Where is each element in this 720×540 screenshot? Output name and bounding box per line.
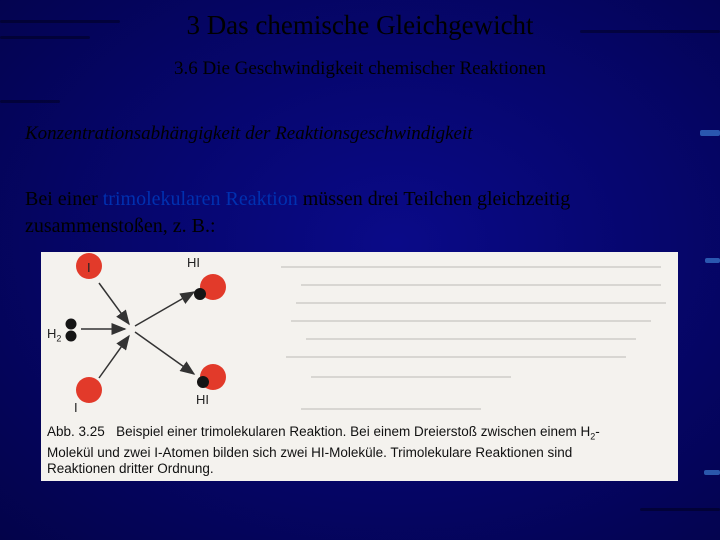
label-h2 — [47, 326, 61, 344]
arrow-i-bottom-to-center — [99, 336, 129, 378]
hydrogen-atom — [66, 331, 77, 342]
reaction-figure — [41, 252, 678, 481]
hi-molecule-top-hydrogen — [194, 288, 206, 300]
arrow-center-to-hi-bottom — [135, 332, 194, 374]
figure-caption — [47, 424, 667, 477]
caption-subscript: 2 — [590, 431, 596, 442]
decorative-streak — [0, 100, 60, 103]
caption-dash: - — [595, 424, 600, 439]
decorative-streak — [705, 258, 720, 263]
highlighted-term: trimolekularen Reaktion — [102, 188, 298, 210]
label-h2-subscript: 2 — [56, 333, 62, 344]
decorative-streak — [700, 130, 720, 136]
hi-molecule-bottom-hydrogen — [197, 376, 209, 388]
slide-subtitle: 3.6 Die Geschwindigkeit chemischer Reaktionen — [174, 58, 546, 79]
label-i-top: I — [87, 260, 91, 275]
slide-title: 3 Das chemische Gleichgewicht — [186, 10, 534, 40]
caption-number: Abb. 3.25 — [47, 424, 105, 439]
body-text-start: Bei einer — [25, 188, 103, 210]
iodine-atom-bottom — [76, 377, 102, 403]
decorative-streak — [704, 470, 720, 475]
body-text-end: müssen drei Teilchen gleichzeitig zusammenstoßen, z. B.: — [25, 188, 571, 237]
caption-line-2: Molekül und zwei I-Atomen bilden sich zwei HI-Moleküle. Trimolekulare Reaktionen sind — [47, 444, 573, 460]
label-hi-top: HI — [187, 255, 200, 270]
caption-line-3: Reaktionen dritter Ordnung. — [47, 460, 214, 476]
arrow-center-to-hi-top — [135, 292, 194, 326]
arrow-i-top-to-center — [99, 283, 129, 324]
label-i-bottom: I — [74, 400, 78, 415]
section-heading: Konzentrationsabhängigkeit der Reaktionsgeschwindigkeit — [25, 123, 473, 144]
decorative-streak — [640, 508, 720, 511]
label-hi-bottom: HI — [196, 392, 209, 407]
hydrogen-atom — [66, 319, 77, 330]
caption-line-1: Beispiel einer trimolekularen Reaktion. Bei einem Dreierstoß zwischen einem H — [116, 424, 591, 439]
label-h2-letter: H — [47, 326, 57, 341]
body-paragraph — [25, 186, 715, 240]
